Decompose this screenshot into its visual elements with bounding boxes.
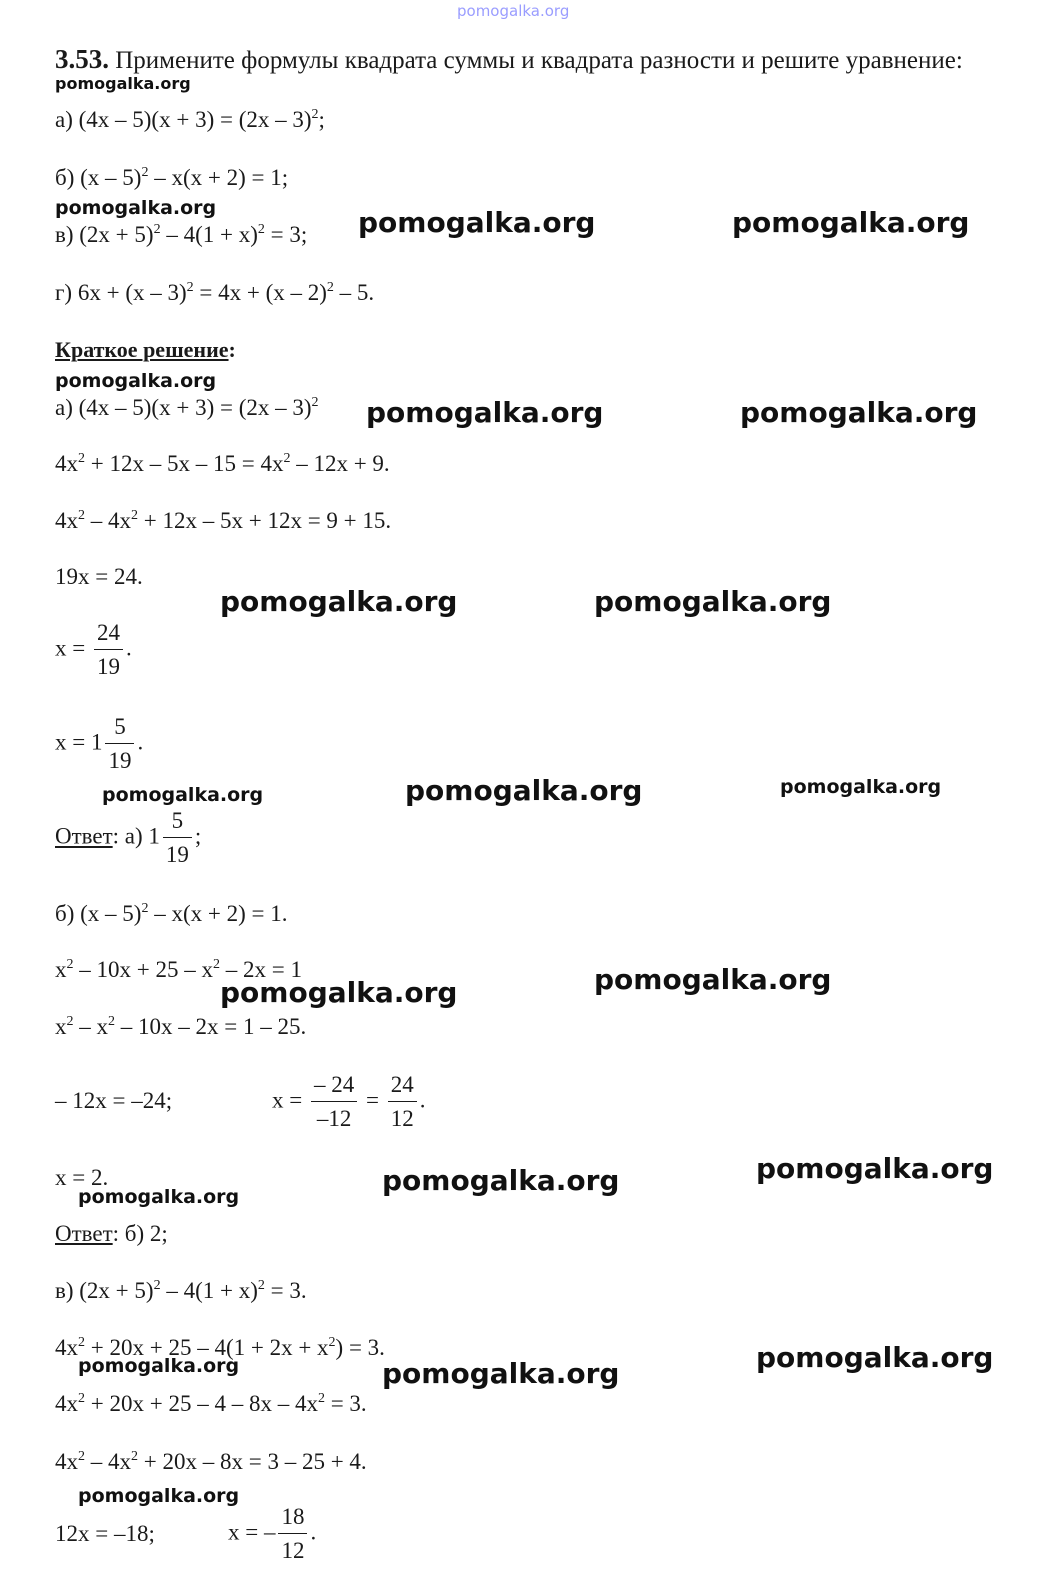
sol-v-line1: в) $(2x + 5)^2 - 4(1 + x)^2 = 3$.	[55, 1278, 307, 1303]
sol-a-answer: Ответ: а) 1 $\frac{5}{19}$ ;	[55, 808, 202, 868]
watermark: pomogalka.org	[732, 206, 970, 239]
watermark: pomogalka.org	[358, 206, 596, 239]
watermark: pomogalka.org	[78, 1485, 240, 1507]
watermark: pomogalka.org	[220, 976, 458, 1009]
solution-heading: Краткое решение:	[55, 337, 236, 362]
watermark: pomogalka.org	[405, 774, 643, 807]
sol-a-line4: 19x = 24.	[55, 564, 143, 589]
watermark: pomogalka.org	[102, 784, 264, 806]
watermark: pomogalka.org	[740, 396, 978, 429]
watermark: pomogalka.org	[78, 1355, 240, 1377]
problem-item-g: г) 6x + (x – 3)$^2$ = 4x + (x – 2)$^2$ – 5.	[55, 280, 375, 305]
watermark: pomogalka.org	[382, 1357, 620, 1390]
problem-item-a: а) (4x – 5)(x + 3) = (2x – 3)$^2$;	[55, 107, 325, 132]
fraction: $\frac{24}{19}$	[94, 620, 123, 681]
sol-a-line1: а) (4x – 5)(x + 3) = (2x – 3)$^2$	[55, 395, 319, 420]
problem-header	[55, 44, 963, 75]
problem-item-b: б) (x – 5)$^2$ – x(x + 2) = 1;	[55, 165, 289, 190]
watermark: pomogalka.org	[594, 963, 832, 996]
watermark: pomogalka.org	[366, 396, 604, 429]
sol-b-line5: x = 2.	[55, 1165, 109, 1190]
watermark: pomogalka.org	[55, 370, 217, 392]
sol-a-line3: $4x^2 - 4x^2 + 12x - 5x + 12x = 9 + 15$.	[55, 508, 392, 533]
problem-statement: Примените формулы квадрата суммы и квадрата разности и решите уравнение:	[115, 47, 963, 74]
watermark: pomogalka.org	[756, 1152, 994, 1185]
fraction: $\frac{18}{12}$	[278, 1504, 307, 1565]
sol-b-line4b: x = $\frac{- 24}{-12}$ = $\frac{24}{12}$ .	[272, 1072, 426, 1132]
sol-v-line5b: x = – $\frac{18}{12}$ .	[228, 1504, 317, 1564]
fraction: $\frac{- 24}{-12}$	[311, 1072, 357, 1133]
watermark: pomogalka.org	[55, 74, 191, 93]
sol-b-line4: – 12x = –24;	[55, 1088, 173, 1113]
sol-v-line2: $4x^2 + 20x + 25 - 4(1 + 2x + x^2) = 3$.	[55, 1335, 385, 1360]
sol-b-line1: б) (x – 5)$^2$ – x(x + 2) = 1.	[55, 901, 288, 926]
fraction: $\frac{24}{12}$	[388, 1072, 417, 1133]
problem-number: 3.53.	[55, 44, 109, 74]
watermark: pomogalka.org	[756, 1341, 994, 1374]
fraction: $\frac{5}{19}$	[105, 714, 134, 775]
watermark: pomogalka.org	[382, 1164, 620, 1197]
watermark: pomogalka.org	[55, 197, 217, 219]
watermark-top: pomogalka.org	[457, 2, 570, 20]
sol-v-line3: $4x^2 + 20x + 25 - 4 - 8x - 4x^2 = 3$.	[55, 1391, 367, 1416]
fraction: $\frac{5}{19}$	[163, 808, 192, 869]
watermark: pomogalka.org	[220, 585, 458, 618]
sol-b-answer: Ответ: б) 2;	[55, 1221, 168, 1246]
sol-b-line3: $x^2 - x^2 - 10x - 2x = 1 - 25$.	[55, 1014, 307, 1039]
sol-a-line5: x = $\frac{24}{19}$ .	[55, 620, 132, 680]
sol-a-line6: x = 1 $\frac{5}{19}$ .	[55, 714, 144, 774]
watermark: pomogalka.org	[780, 776, 942, 798]
watermark: pomogalka.org	[78, 1186, 240, 1208]
problem-item-v: в) $(2x + 5)^2 - 4(1 + x)^2 = 3$;	[55, 222, 308, 247]
watermark: pomogalka.org	[594, 585, 832, 618]
sol-a-line2: $4x^2 + 12x - 5x - 15 = 4x^2 - 12x + 9$.	[55, 451, 390, 476]
sol-v-line4: $4x^2 - 4x^2 + 20x - 8x = 3 - 25 + 4$.	[55, 1449, 367, 1474]
sol-v-line5: 12x = –18;	[55, 1521, 155, 1546]
sol-b-line2: $x^2 - 10x + 25 - x^2 - 2x = 1$	[55, 957, 302, 982]
